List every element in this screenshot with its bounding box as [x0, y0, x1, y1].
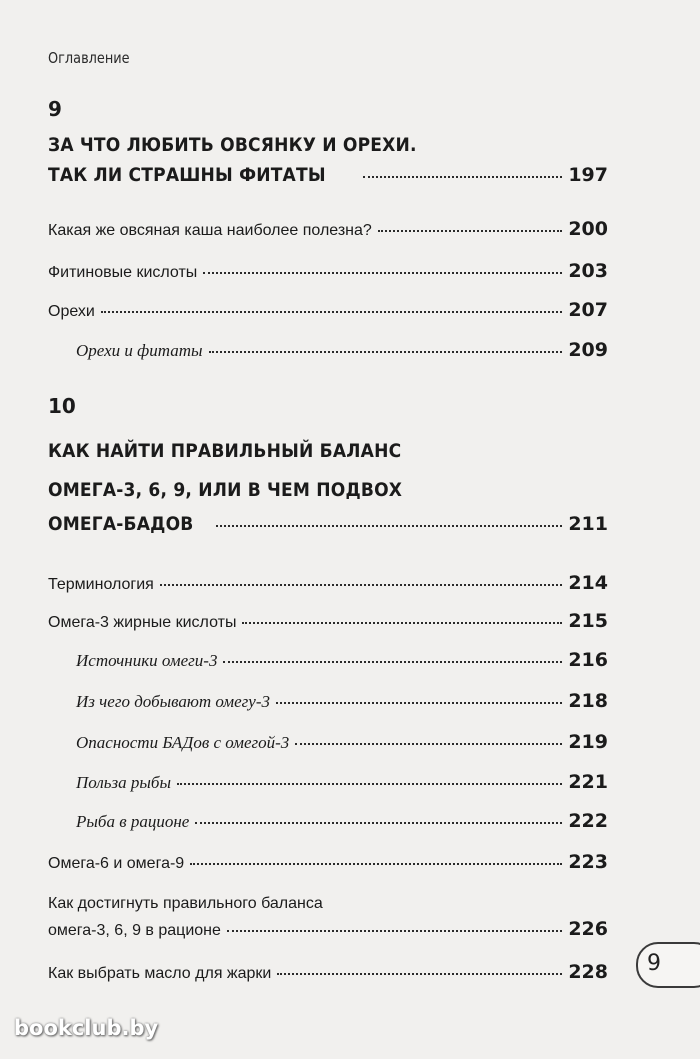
- toc-subentry[interactable]: [76, 690, 608, 712]
- toc-entry[interactable]: [48, 299, 608, 321]
- toc-entry[interactable]: [48, 918, 608, 940]
- toc-entry-title: Рыба в рационе: [76, 812, 190, 831]
- page-number: 221: [568, 771, 608, 793]
- dot-leader: [223, 661, 562, 663]
- watermark: bookclub.by: [14, 1016, 159, 1040]
- toc-entry[interactable]: [48, 851, 608, 873]
- running-head: Оглавление: [48, 49, 130, 67]
- toc-entry-title: ОМЕГА-БАДОВ: [48, 513, 194, 535]
- dot-leader: [216, 525, 563, 527]
- toc-entry-title: омега-3, 6, 9 в рационе: [48, 922, 221, 939]
- toc-subentry[interactable]: [76, 339, 608, 361]
- page-number: 207: [568, 299, 608, 321]
- toc-subentry[interactable]: [76, 810, 608, 832]
- dot-leader: [227, 930, 562, 932]
- toc-entry-title: Орехи и фитаты: [76, 341, 203, 360]
- dot-leader: [378, 230, 563, 232]
- chapter-title-line: КАК НАЙТИ ПРАВИЛЬНЫЙ БАЛАНС: [48, 440, 402, 462]
- page-number: 200: [568, 218, 608, 240]
- chapter-number: 9: [48, 97, 62, 121]
- toc-chapter-entry[interactable]: [48, 513, 608, 535]
- toc-chapter-entry[interactable]: [48, 164, 608, 186]
- page-number: 209: [568, 339, 608, 361]
- folio-number: 9: [647, 951, 661, 976]
- page-number: 219: [568, 731, 608, 753]
- toc-entry[interactable]: [48, 260, 608, 282]
- page-number: 226: [568, 918, 608, 940]
- toc-entry-title: Из чего добывают омегу-3: [76, 692, 270, 711]
- toc-entry-title: Терминология: [48, 576, 154, 593]
- page-number: 215: [568, 610, 608, 632]
- page-number: 216: [568, 649, 608, 671]
- page-folio-tab: [636, 942, 700, 988]
- toc-entry-title: Фитиновые кислоты: [48, 264, 198, 281]
- page-number: 203: [568, 260, 608, 282]
- page-number: 228: [568, 961, 608, 983]
- toc-entry-title: Как выбрать масло для жарки: [48, 965, 272, 982]
- dot-leader: [203, 272, 562, 274]
- toc-entry-title: ТАК ЛИ СТРАШНЫ ФИТАТЫ: [48, 164, 326, 186]
- dot-leader: [101, 311, 563, 313]
- dot-leader: [363, 176, 563, 178]
- toc-entry-title: Польза рыбы: [76, 773, 171, 792]
- toc-entry[interactable]: [48, 610, 608, 632]
- toc-subentry[interactable]: [76, 771, 608, 793]
- page-number: 222: [568, 810, 608, 832]
- page-number: 223: [568, 851, 608, 873]
- page-number: 211: [568, 513, 608, 535]
- toc-entry[interactable]: [48, 961, 608, 983]
- toc-entry-title: Омега-6 и омега-9: [48, 855, 185, 872]
- page-number: 197: [568, 164, 608, 186]
- toc-entry-title-line: Как достигнуть правильного баланса: [48, 895, 323, 912]
- toc-subentry[interactable]: [76, 731, 608, 753]
- page-number: 218: [568, 690, 608, 712]
- dot-leader: [160, 584, 562, 586]
- toc-entry-title: Опасности БАДов с омегой-3: [76, 733, 290, 752]
- toc-entry-title: Какая же овсяная каша наиболее полезна?: [48, 222, 372, 239]
- toc-entry-title: Орехи: [48, 303, 95, 320]
- dot-leader: [295, 743, 562, 745]
- toc-entry-title: Источники омеги-3: [76, 651, 218, 670]
- dot-leader: [195, 822, 562, 824]
- toc-entry[interactable]: [48, 572, 608, 594]
- chapter-number: 10: [48, 394, 76, 418]
- page-number: 214: [568, 572, 608, 594]
- chapter-title-line: ЗА ЧТО ЛЮБИТЬ ОВСЯНКУ И ОРЕХИ.: [48, 134, 417, 156]
- dot-leader: [277, 973, 562, 975]
- dot-leader: [177, 783, 562, 785]
- toc-entry[interactable]: [48, 218, 608, 240]
- dot-leader: [190, 863, 562, 865]
- dot-leader: [276, 702, 562, 704]
- chapter-title-line: ОМЕГА-3, 6, 9, ИЛИ В ЧЕМ ПОДВОХ: [48, 479, 403, 501]
- dot-leader: [209, 351, 563, 353]
- toc-entry-title: Омега-3 жирные кислоты: [48, 614, 237, 631]
- dot-leader: [242, 622, 562, 624]
- toc-subentry[interactable]: [76, 649, 608, 671]
